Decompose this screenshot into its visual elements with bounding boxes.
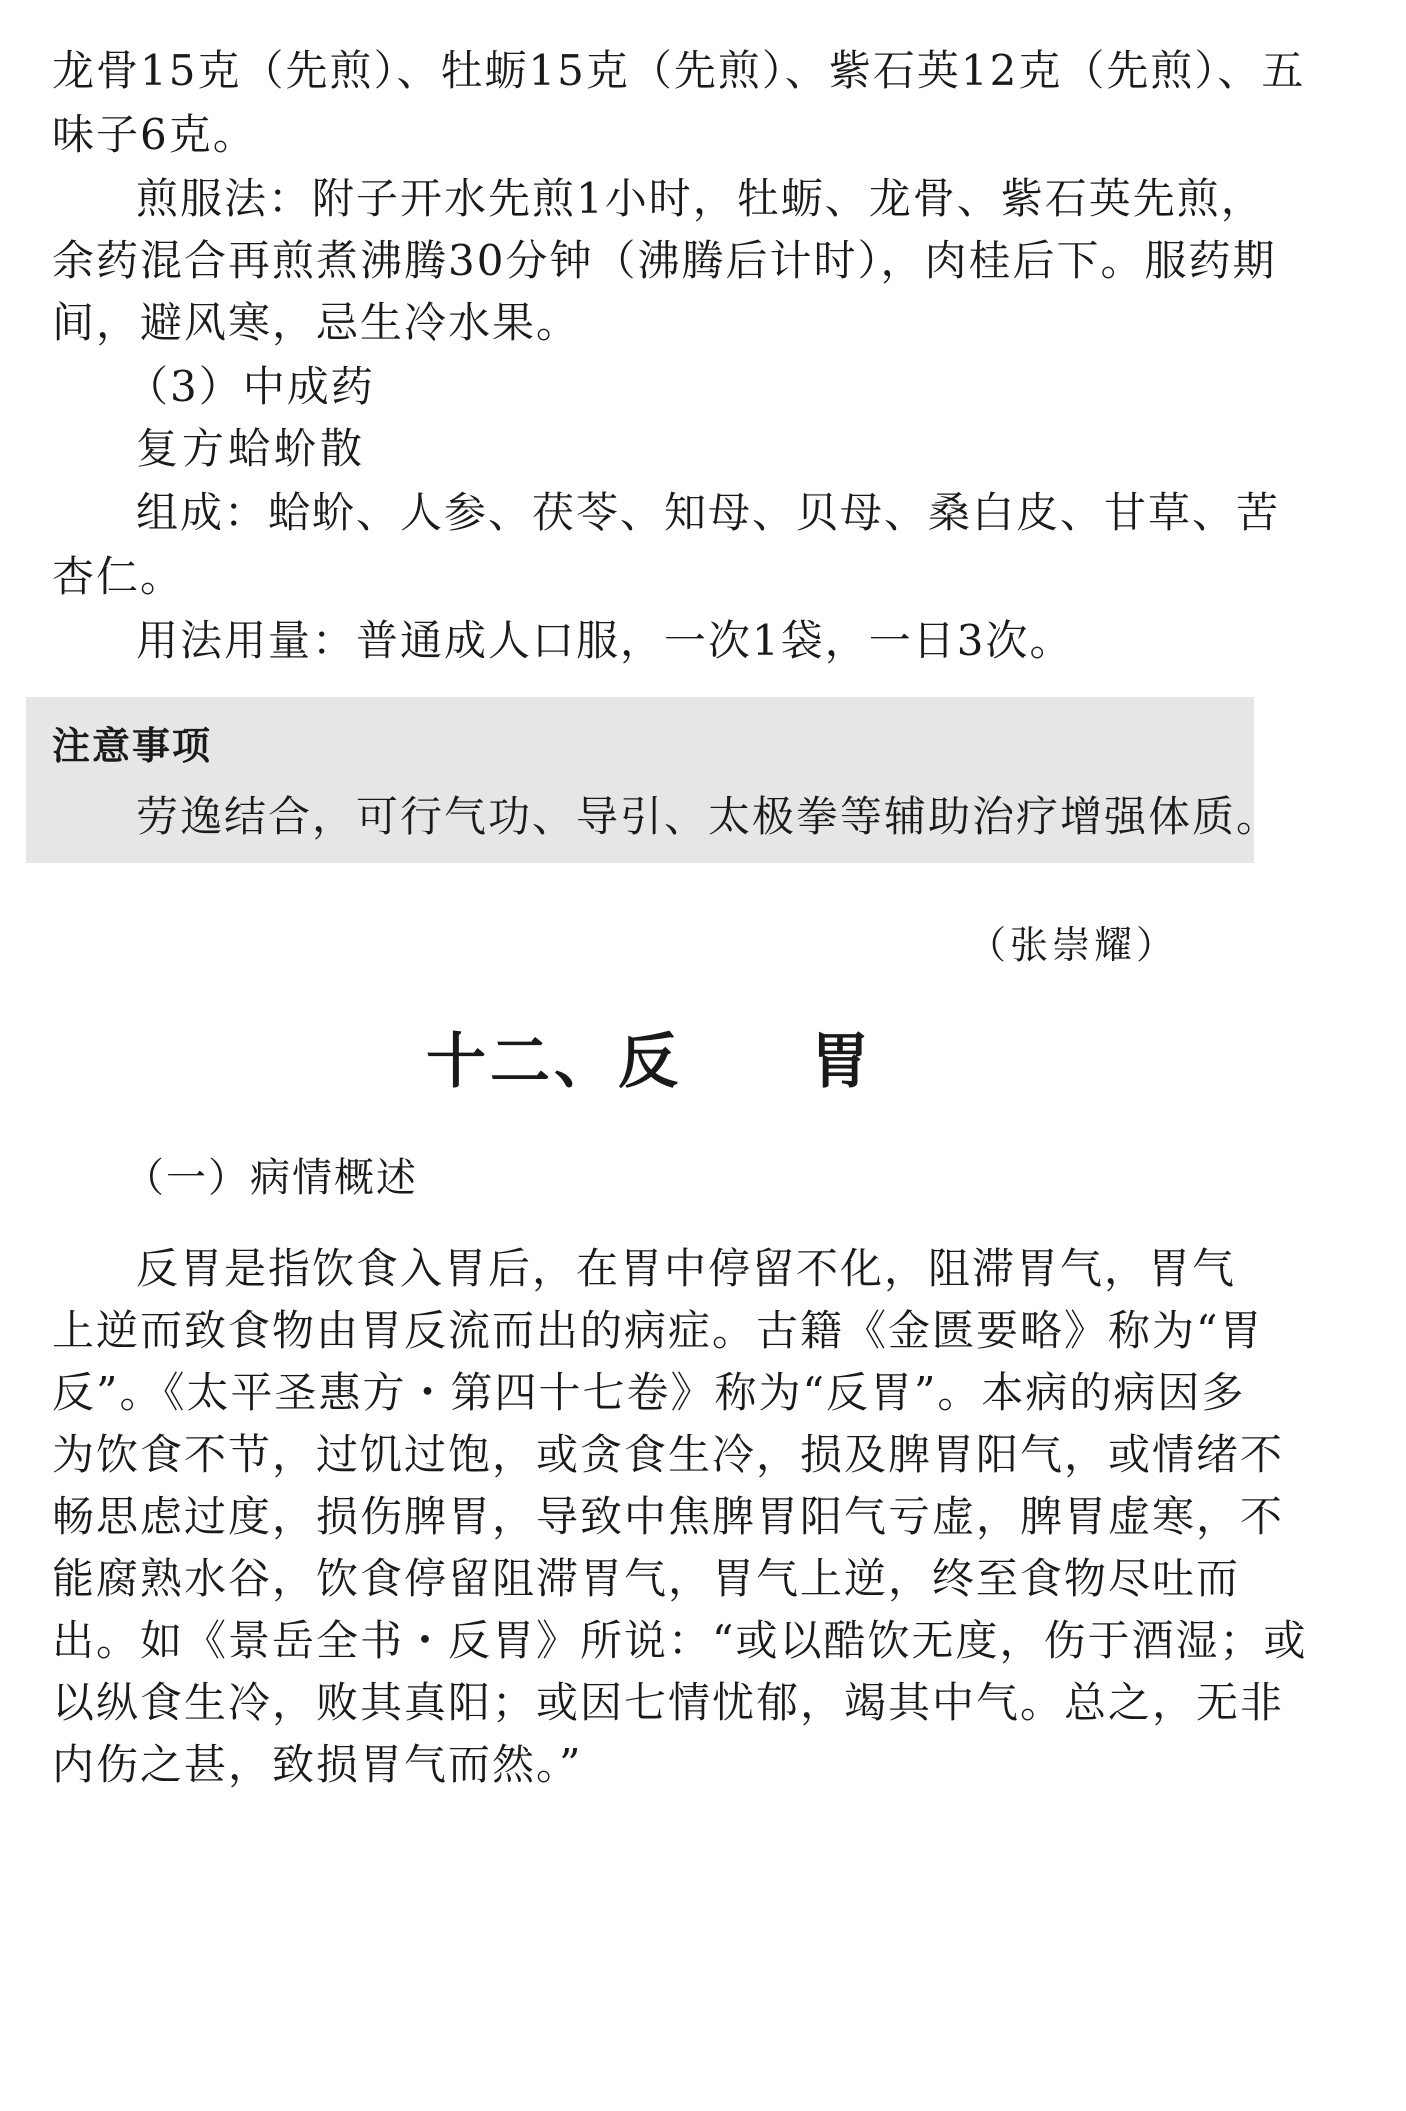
formula-line-1: 龙骨15克（先煎）、牡蛎15克（先煎）、紫石英12克（先煎）、五	[52, 46, 1306, 95]
paragraph-line: 反胃是指饮食入胃后，在胃中停留不化，阻滞胃气，胃气	[136, 1244, 1237, 1293]
paragraph-line: 畅思虑过度，损伤脾胃，导致中焦脾胃阳气亏虚，脾胃虚寒，不	[52, 1492, 1285, 1541]
medicine-name: 复方蛤蚧散	[136, 424, 367, 473]
formula-line-2: 味子6克。	[52, 110, 257, 159]
subheading-patent-medicine: （3）中成药	[126, 362, 375, 411]
paragraph-line: 反”。《太平圣惠方・第四十七卷》称为“反胃”。本病的病因多	[52, 1368, 1246, 1417]
paragraph-line: 内伤之甚，致损胃气而然。”	[52, 1740, 583, 1789]
chapter-title: 十二、反 胃	[426, 1027, 874, 1097]
decoction-line-1: 煎服法：附子开水先煎1小时，牡蛎、龙骨、紫石英先煎，	[136, 174, 1265, 223]
paragraph-line: 能腐熟水谷，饮食停留阻滞胃气，胃气上逆，终至食物尽吐而	[52, 1554, 1241, 1603]
paragraph-line: 以纵食生冷，败其真阳；或因七情忧郁，竭其中气。总之，无非	[52, 1678, 1285, 1727]
precautions-title: 注意事项	[52, 724, 213, 768]
decoction-line-2: 余药混合再煎煮沸腾30分钟（沸腾后计时），肉桂后下。服药期	[52, 236, 1277, 285]
paragraph-line: 出。如《景岳全书・反胃》所说：“或以酷饮无度，伤于酒湿；或	[52, 1616, 1308, 1665]
author-signature: （张崇耀）	[968, 923, 1179, 967]
paragraph-line: 为饮食不节，过饥过饱，或贪食生冷，损及脾胃阳气，或情绪不	[52, 1430, 1285, 1479]
precautions-box	[26, 697, 1281, 863]
paragraph-line: 上逆而致食物由胃反流而出的病症。古籍《金匮要略》称为“胃	[52, 1306, 1264, 1355]
decoction-line-3: 间，避风寒，忌生冷水果。	[52, 298, 581, 347]
section-title: （一）病情概述	[124, 1155, 418, 1201]
composition-line-2: 杏仁。	[52, 552, 185, 601]
usage-line: 用法用量：普通成人口服，一次1袋，一日3次。	[136, 616, 1074, 665]
composition-line-1: 组成：蛤蚧、人参、茯苓、知母、贝母、桑白皮、甘草、苦	[136, 488, 1281, 537]
precautions-body: 劳逸结合，可行气功、导引、太极拳等辅助治疗增强体质。	[136, 792, 1281, 841]
